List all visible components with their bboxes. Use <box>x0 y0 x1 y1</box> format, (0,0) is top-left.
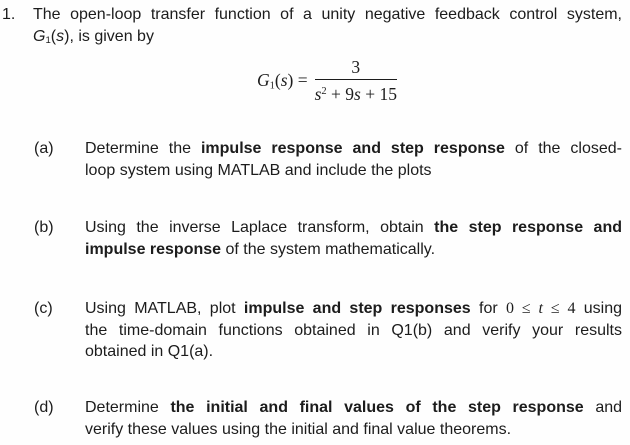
text-segment: s <box>314 83 322 104</box>
item-d <box>34 397 622 440</box>
text-segment: impulse response and step response <box>200 140 505 157</box>
text-segment: Using MATLAB, plot <box>85 300 244 317</box>
text-line <box>85 160 622 182</box>
item-text <box>85 138 622 181</box>
text-segment: and <box>583 399 623 416</box>
item-list <box>34 0 622 445</box>
text-segment: 2 <box>321 86 327 97</box>
item-text <box>85 298 622 363</box>
item-label: (a) <box>34 140 54 157</box>
text-segment: G <box>33 27 46 45</box>
text-segment: ) = <box>287 70 308 91</box>
item-a <box>34 138 622 181</box>
text-segment: the time-domain functions obtained in Q1(b) and verify your results <box>85 321 622 339</box>
text-line <box>85 298 622 320</box>
text-segment: s <box>280 70 288 91</box>
text-segment: ( <box>274 70 281 91</box>
text-segment: obtained in Q1(a). <box>85 343 214 360</box>
text-segment: ), is given by <box>64 27 154 45</box>
text-segment: the step response and <box>434 219 622 236</box>
text-segment: 3 <box>351 57 361 77</box>
text-segment: the initial and final values of the step response <box>170 399 584 416</box>
text-segment: 1 <box>45 34 51 46</box>
text-segment: impulse and step responses <box>243 300 471 317</box>
text-segment: of the system mathematically. <box>221 240 436 258</box>
text-segment: 0 ≤ <box>505 300 539 317</box>
text-segment: ( <box>50 27 57 45</box>
text-segment: using <box>575 300 623 317</box>
text-line <box>85 138 622 160</box>
text-segment: 1 <box>269 80 275 92</box>
text-segment: Determine <box>85 399 171 416</box>
item-c <box>34 298 622 363</box>
text-segment: + 9 <box>326 83 355 104</box>
text-segment: + 15 <box>360 83 397 104</box>
text-line <box>85 217 622 239</box>
question-number: 1. <box>2 6 16 23</box>
text-segment: s <box>56 27 65 45</box>
text-segment: s <box>354 83 361 104</box>
text-segment: Using the inverse Laplace transform, obtain <box>85 219 435 236</box>
item-text <box>85 397 622 440</box>
text-segment: The open-loop transfer function of a unity negative feedback control system, <box>33 6 622 23</box>
text-segment: Determine the <box>85 140 201 157</box>
text-segment: loop system using MATLAB and include the plots <box>85 161 432 179</box>
text-segment: verify these values using the initial and final value theorems. <box>85 420 512 438</box>
text-segment: t <box>538 300 543 317</box>
text-segment: for <box>470 300 506 317</box>
text-segment: G <box>257 70 270 91</box>
text-line <box>85 419 622 441</box>
text-segment: of the closed- <box>504 140 623 157</box>
item-text <box>85 217 622 260</box>
item-label: (b) <box>34 219 54 236</box>
text-line <box>85 341 622 363</box>
item-label: (d) <box>34 399 54 416</box>
text-line <box>85 239 622 261</box>
item-label: (c) <box>34 300 53 317</box>
text-segment: impulse response <box>85 240 222 258</box>
text-line <box>85 320 622 342</box>
text-line <box>85 397 622 419</box>
item-b <box>34 217 622 260</box>
text-segment: ≤ 4 <box>542 300 576 317</box>
